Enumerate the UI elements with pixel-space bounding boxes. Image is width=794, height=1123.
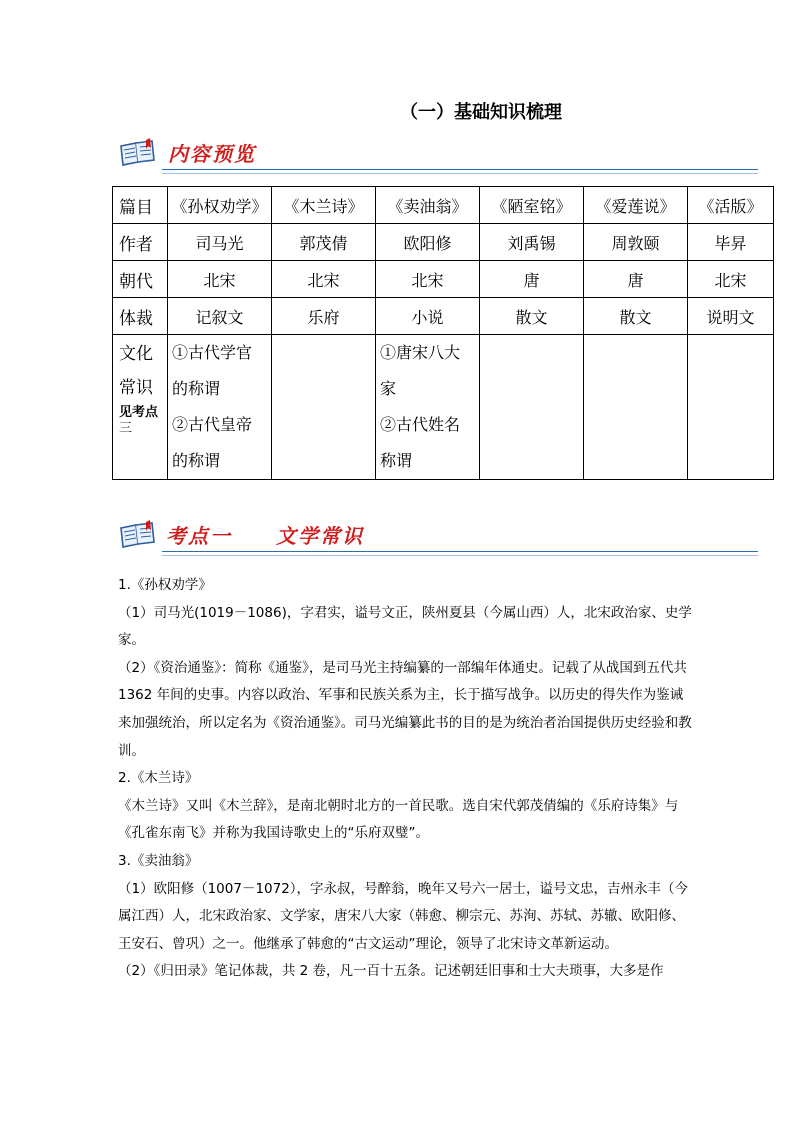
row-header: 作者 [113,224,168,261]
paragraph: （2）《资治通鉴》：简称《通鉴》，是司马光主持编纂的一部编年体通史。记载了从战国到五代共 1362 年间的史事。内容以政治、军事和民族关系为主，长于描写战争。以历史的得失作为鉴诫来加强统治，所以定名为《资治通鉴》。司马光编纂此书的目的是为统治者治国提供历史经验和教训。 [118,659,692,759]
table-cell: 《卖油翁》 [376,187,480,224]
row-header [113,335,168,480]
table-cell: 毕昇 [688,224,774,261]
divider [162,173,758,174]
row-header: 朝代 [113,261,168,298]
body-text [118,572,696,986]
table-row [113,298,774,335]
row-header: 体裁 [113,298,168,335]
table-cell: 刘禹锡 [480,224,584,261]
table-cell: 散文 [584,298,688,335]
row-header-line: 文化 [119,344,153,364]
table-cell: 散文 [480,298,584,335]
table-cell: 北宋 [272,261,376,298]
table-cell: 说明文 [688,298,774,335]
row-header-line: 常识 [119,378,153,398]
table-cell: 小说 [376,298,480,335]
paragraph: （1）欧阳修（1007－1072），字永叔，号醉翁，晚年又号六一居士，谥号文忠，吉州永丰（今属江西）人，北宋政治家、文学家，唐宋八大家（韩愈、柳宗元、苏洵、苏轼、苏辙、欧阳修、王安石、曾巩）之一。他继承了韩愈的“古文运动”理论，领导了北宋诗文革新运动。 [118,880,689,952]
table-cell: 《陋室铭》 [480,187,584,224]
section-header-literature [118,518,758,552]
row-header-note: 三 [119,421,133,436]
section-label: 考点一 文学常识 [166,524,364,548]
culture-item: ①古代学官的称谓 [172,343,253,398]
table-row [113,335,774,480]
table-cell: 北宋 [168,261,272,298]
table-cell [480,335,584,480]
paragraph: 1.《孙权劝学》 [118,577,212,593]
paragraph: 2.《木兰诗》 [118,770,199,787]
table-cell: 乐府 [272,298,376,335]
table-cell: 《孙权劝学》 [168,187,272,224]
divider [162,551,758,552]
book-icon [118,520,158,550]
table-cell [272,335,376,480]
page-title: （一）基础知识梳理 [400,102,562,123]
section-label: 内容预览 [168,142,256,166]
table-cell: 司马光 [168,224,272,261]
book-icon [118,138,158,168]
table-cell: 记叙文 [168,298,272,335]
table-cell [584,335,688,480]
culture-item: ②古代皇帝的称谓 [172,415,253,470]
table-cell: 北宋 [688,261,774,298]
table-cell [376,335,480,480]
divider [162,169,758,170]
table-cell: 北宋 [376,261,480,298]
paragraph: 3.《卖油翁》 [118,852,199,869]
section-header-preview [118,136,758,170]
row-header-note: 见考点 [119,405,159,420]
culture-item: ①唐宋八大家 [380,343,461,398]
table-cell: 欧阳修 [376,224,480,261]
paragraph: （2）《归田录》笔记体裁，共 2 卷，凡一百十五条。记述朝廷旧事和士大夫琐事，大多是作 [118,963,664,980]
table-cell: 《爱莲说》 [584,187,688,224]
table-cell: 周敦颐 [584,224,688,261]
table-cell [688,335,774,480]
table-cell: 唐 [584,261,688,298]
table-cell: 《活版》 [688,187,774,224]
overview-table [112,186,774,480]
table-row [113,187,774,224]
divider [162,555,758,556]
table-cell: 唐 [480,261,584,298]
row-header: 篇目 [113,187,168,224]
culture-item: ②古代姓名称谓 [380,415,461,470]
paragraph: （1）司马光(1019－1086)，字君实，谥号文正，陕州夏县（今属山西）人，北宋政治家、史学家。 [118,604,692,649]
paragraph: 《木兰诗》又叫《木兰辞》，是南北朝时北方的一首民歌。选自宋代郭茂倩编的《乐府诗集》与《孔雀东南飞》并称为我国诗歌史上的“乐府双璧”。 [118,797,679,842]
table-cell: 郭茂倩 [272,224,376,261]
table-row [113,261,774,298]
table-cell: 《木兰诗》 [272,187,376,224]
table-cell [168,335,272,480]
table-row [113,224,774,261]
